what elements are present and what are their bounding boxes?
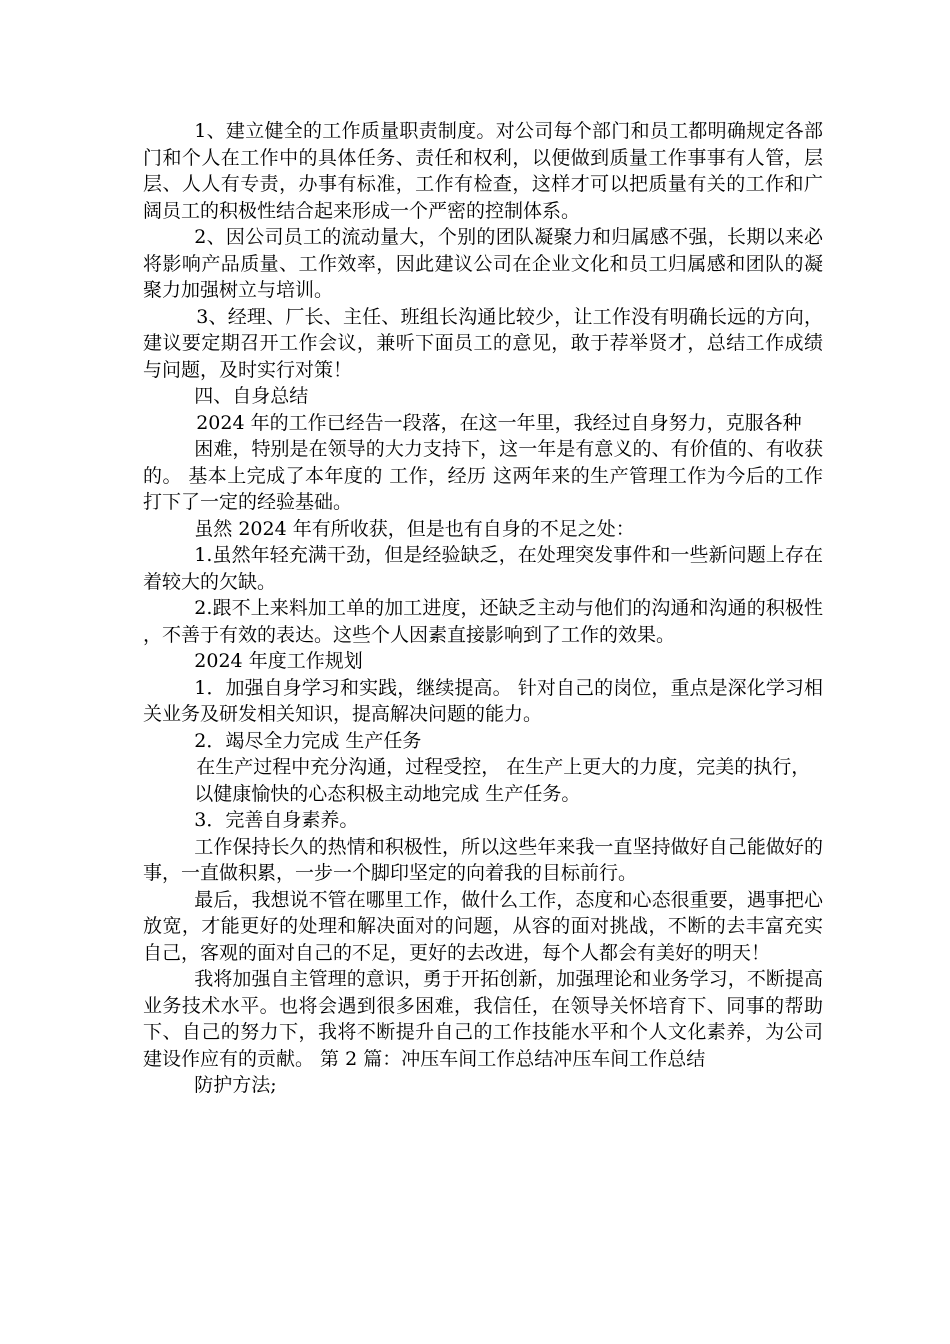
section-heading-self-summary: 四、自身总结 <box>194 385 309 407</box>
list-item-shortcoming-2: 2.跟不上来料加工单的加工进度，还缺乏主动与他们的沟通和沟通的积极性 ，不善于有效的表达。这些个人因素直接影响到了工作的效果。 <box>143 597 823 646</box>
list-item-shortcoming-1: 1.虽然年轻充满干劲，但是经验缺乏，在处理突发事件和一些新问题上存在着较大的欠缺。 <box>143 544 823 593</box>
paragraph-shortcomings-intro: 虽然 2024 年有所收获，但是也有自身的不足之处： <box>194 517 635 540</box>
section-heading-work-plan: 2024 年度工作规划 <box>194 650 363 672</box>
paragraph-healthy-attitude: 以健康愉快的心态积极主动地完成 生产任务。 <box>194 782 581 805</box>
paragraph-protection-methods: 防护方法; <box>194 1074 277 1096</box>
paragraph-management-communication: 3、经理、厂长、主任、班组长沟通比较少，让工作没有明确长远的方向，建议要定期召开工作会议，兼听下面员工的意见，敢于荐举贤才，总结工作成绩与问题，及时实行对策！ <box>143 305 823 381</box>
paragraph-closing-attitude: 最后，我想说不管在哪里工作，做什么工作，态度和心态很重要，遇事把心放宽，才能更好的处理和解决面对的问题，从容的面对挑战，不断的去丰富充实自己，客观的面对自己的不足，更好的去改进，每个人都会有美好的明天！ <box>143 888 823 964</box>
paragraph-enthusiasm: 工作保持长久的热情和积极性，所以这些年来我一直坚持做好自己能做好的事，一直做积累，一步一个脚印坚定的向着我的目标前行。 <box>143 835 823 884</box>
list-item-plan-1: 1．加强自身学习和实践，继续提高。 针对自己的岗位，重点是深化学习相关业务及研发相关知识，提高解决问题的能力。 <box>143 676 823 725</box>
paragraph-staff-turnover: 2、因公司员工的流动量大，个别的团队凝聚力和归属感不强，长期以来必将影响产品质量、工作效率，因此建议公司在企业文化和员工归属感和团队的凝聚力加强树立与培训。 <box>143 226 823 301</box>
list-item-plan-2: 2．竭尽全力完成 生产任务 <box>194 729 422 752</box>
paragraph-production-process: 在生产过程中充分沟通，过程受控， 在生产上更大的力度，完美的执行， <box>196 756 811 778</box>
list-item-plan-3: 3．完善自身素养。 <box>194 809 359 831</box>
paragraph-quality-responsibility: 1、建立健全的工作质量职责制度。对公司每个部门和员工都明确规定各部门和个人在工作中的具体任务、责任和权利，以便做到质量工作事事有人管，层层、人人有专责，办事有标准，工作有检查，这样才可以把质量有关的工作和广阔员工的积极性结合起来形成一个严密的控制体系。 <box>143 120 823 222</box>
document-page <box>143 118 823 1099</box>
paragraph-self-management: 我将加强自主管理的意识，勇于开拓创新，加强理论和业务学习，不断提高业务技术水平。也将会遇到很多困难，我信任，在领导关怀培育下、同事的帮助下、自己的努力下，我将不断提升自己的工作技能水平和个人文化素养，为公司 建设作应有的贡献。 第 2 篇：冲压车间工作总结冲压车间工作总结 <box>143 968 823 1070</box>
paragraph-year-summary: 2024 年的工作已经告一段落，在这一年里，我经过自身努力，克服各种 <box>196 411 802 434</box>
paragraph-difficulties: 困难，特别是在领导的大力支持下，这一年是有意义的、有价值的、有收获的。 基本上完成了本年度的 工作，经历 这两年来的生产管理工作为今后的工作打下了一定的经验基础。 <box>143 438 823 513</box>
